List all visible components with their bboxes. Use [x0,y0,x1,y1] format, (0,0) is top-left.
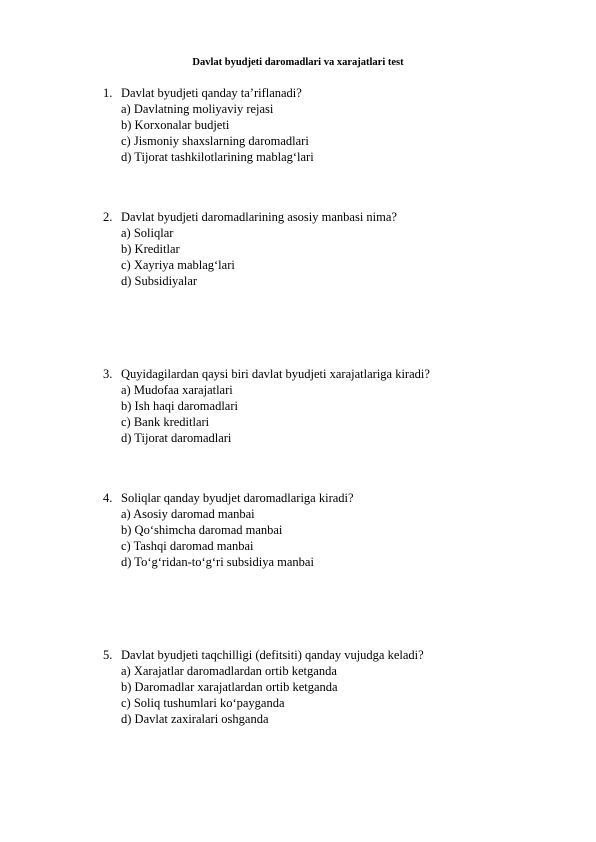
question-2-number: 2. [103,210,113,224]
question-3-options [103,382,563,446]
question-1-options [103,101,563,165]
question-3 [103,366,563,446]
question-1-option-d: d) Tijorat tashkilotlarining mablag‘lari [121,150,314,164]
question-2-option-d: d) Subsidiyalar [121,274,198,288]
question-1 [103,85,563,165]
question-1-option-c: c) Jismoniy shaxslarning daromadlari [121,134,309,148]
question-3-option-a: a) Mudofaa xarajatlari [121,383,233,397]
question-5-option-a: a) Xarajatlar daromadlardan ortib ketganda [121,664,337,678]
question-4-option-d: d) To‘g‘ridan-to‘g‘ri subsidiya manbai [121,555,314,569]
question-3-option-b: b) Ish haqi daromadlari [121,399,238,413]
question-3-line [103,366,563,382]
question-3-number: 3. [103,367,113,381]
question-1-number: 1. [103,86,113,100]
question-4-text: Soliqlar qanday byudjet daromadlariga kiradi? [121,491,354,505]
question-5-option-b: b) Daromadlar xarajatlardan ortib ketganda [121,680,338,694]
question-2 [103,209,563,289]
question-3-text: Quyidagilardan qaysi biri davlat byudjeti xarajatlariga kiradi? [121,367,430,381]
question-4-line [103,490,563,506]
question-5-option-d: d) Davlat zaxiralari oshganda [121,712,269,726]
question-4-options [103,506,563,570]
question-5-option-c: c) Soliq tushumlari ko‘payganda [121,696,285,710]
question-2-options [103,225,563,289]
question-4-number: 4. [103,491,113,505]
question-1-option-b: b) Korxonalar budjeti [121,118,230,132]
question-5-line [103,647,563,663]
question-2-line [103,209,563,225]
question-5-options [103,663,563,727]
question-2-option-b: b) Kreditlar [121,242,180,256]
question-3-option-c: c) Bank kreditlari [121,415,210,429]
question-1-option-a: a) Davlatning moliyaviy rejasi [121,102,274,116]
question-5 [103,647,563,727]
document-title: Davlat byudjeti daromadlari va xarajatlari test [192,57,404,68]
question-2-option-a: a) Soliqlar [121,226,174,240]
question-4 [103,490,563,570]
question-4-option-a: a) Asosiy daromad manbai [121,507,255,521]
question-2-text: Davlat byudjeti daromadlarining asosiy manbasi nima? [121,210,397,224]
question-1-line [103,85,563,101]
question-5-number: 5. [103,648,113,662]
question-4-option-b: b) Qo‘shimcha daromad manbai [121,523,283,537]
question-5-text: Davlat byudjeti taqchilligi (defitsiti) qanday vujudga keladi? [121,648,424,662]
question-4-option-c: c) Tashqi daromad manbai [121,539,254,553]
question-1-text: Davlat byudjeti qanday ta’riflanadi? [121,86,302,100]
question-2-option-c: c) Xayriya mablag‘lari [121,258,235,272]
question-3-option-d: d) Tijorat daromadlari [121,431,232,445]
